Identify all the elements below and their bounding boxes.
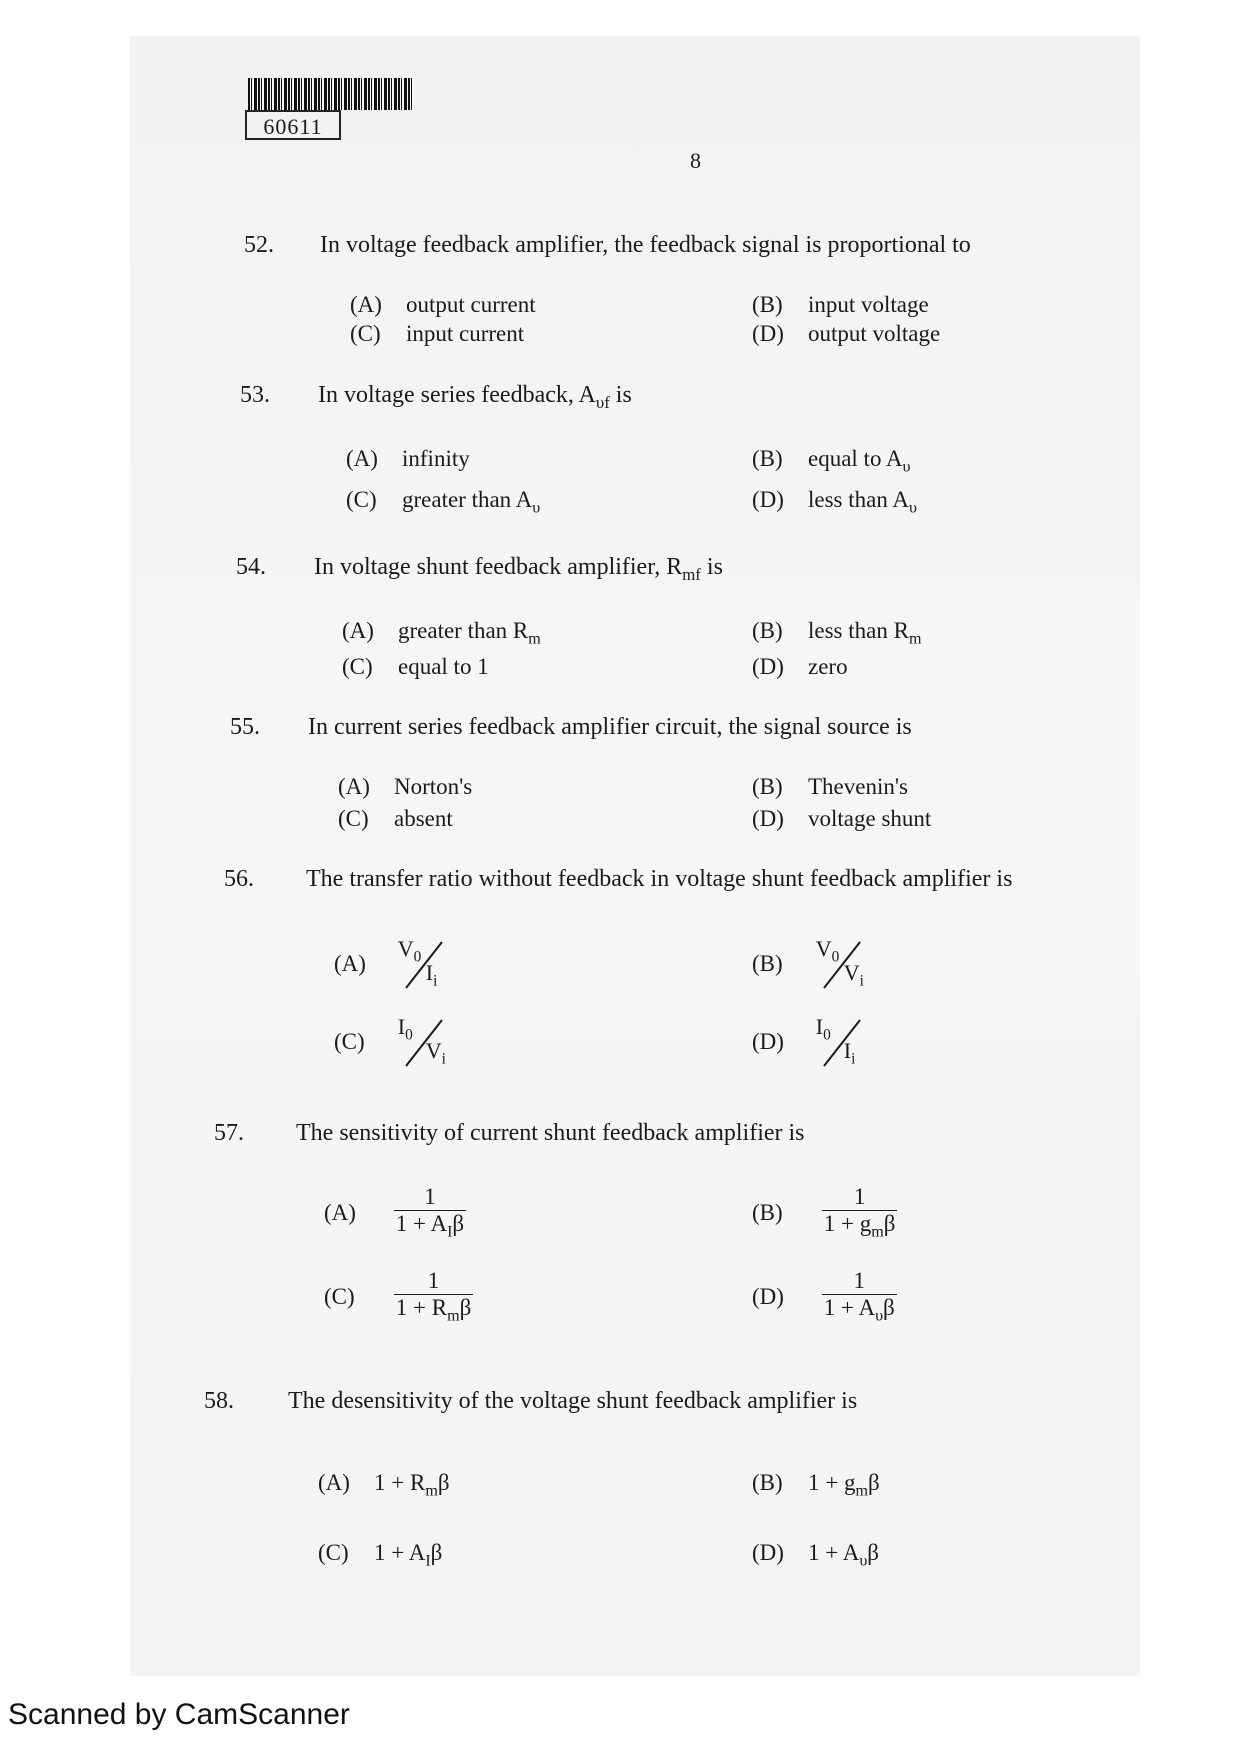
option-text: zero [808, 654, 848, 679]
fraction-slash: $V_0$ $I_i$ [396, 936, 452, 992]
option-label: (B) [752, 774, 783, 799]
option-label: (D) [752, 1029, 784, 1054]
option-b [752, 936, 870, 992]
option-a [334, 936, 452, 992]
question-number: 58. [204, 1388, 234, 1414]
option-text: input current [406, 321, 525, 346]
option-text: $1 + R_m\beta$ [374, 1470, 450, 1500]
question-number: 54. [236, 554, 266, 580]
fraction: $\frac{1}{1 + A_I\beta}$ [395, 1184, 465, 1242]
question-number: 52. [244, 232, 274, 258]
option-d [752, 654, 848, 680]
option-a [350, 292, 536, 318]
scanner-watermark: Scanned by CamScanner [8, 1698, 350, 1731]
option-label: (C) [346, 487, 377, 512]
option-a [338, 774, 472, 800]
option-text: output current [406, 292, 536, 317]
question-text: In voltage feedback amplifier, the feedback signal is proportional to [320, 232, 971, 258]
option-c [318, 1540, 442, 1571]
option-a [346, 446, 470, 472]
option-c [342, 654, 489, 680]
option-text: infinity [402, 446, 470, 471]
fraction: $\frac{1}{1 + g_m\beta}$ [823, 1184, 896, 1242]
question-text: In voltage series feedback, $A_{\upsilon f}$ is [318, 382, 632, 412]
page-number: 8 [690, 148, 701, 173]
option-label: (B) [752, 446, 783, 471]
paper-code: 60611 [245, 110, 341, 140]
scanned-page [130, 36, 1140, 1676]
option-text: Norton's [394, 774, 473, 799]
option-text: $1 + g_m\beta$ [808, 1470, 880, 1500]
question-text: In voltage shunt feedback amplifier, $R_{mf}$ is [314, 554, 723, 584]
option-text: greater than $A_\upsilon$ [402, 487, 541, 517]
option-label: (A) [324, 1200, 356, 1226]
option-a [318, 1470, 450, 1501]
question-number: 55. [230, 714, 260, 740]
option-d [752, 1014, 870, 1070]
option-d [752, 487, 917, 518]
option-text: absent [394, 806, 453, 831]
option-c [324, 1268, 473, 1327]
option-label: (C) [338, 806, 369, 831]
fraction-slash: $V_0$ $V_i$ [815, 936, 864, 990]
option-d [752, 321, 940, 347]
question-text: The desensitivity of the voltage shunt feedback amplifier is [288, 1388, 858, 1414]
option-b [752, 618, 921, 649]
option-b [752, 1470, 880, 1501]
fraction-slash: $I_0$ $V_i$ [397, 1014, 446, 1068]
option-label: (B) [752, 951, 783, 976]
option-d [752, 1540, 879, 1571]
option-d [752, 806, 931, 832]
option-label: (C) [342, 654, 373, 679]
option-label: (B) [752, 292, 783, 317]
option-label: (C) [324, 1284, 355, 1310]
option-b [752, 1184, 897, 1243]
option-label: (D) [752, 1540, 784, 1565]
option-label: (B) [752, 1470, 783, 1495]
option-b [752, 292, 929, 318]
option-a [342, 618, 541, 649]
option-label: (A) [346, 446, 378, 471]
option-c [350, 321, 524, 347]
option-label: (A) [334, 951, 366, 976]
option-text: equal to $A_\upsilon$ [808, 446, 911, 476]
option-label: (B) [752, 618, 783, 643]
fraction-slash: $I_0$ $I_i$ [814, 1014, 870, 1070]
option-c [346, 487, 540, 518]
option-c [334, 1014, 452, 1070]
question-text: In current series feedback amplifier circuit, the signal source is [308, 714, 912, 740]
option-text: less than $R_m$ [808, 618, 922, 648]
option-text: input voltage [808, 292, 929, 317]
option-text: $1 + A_I\beta$ [374, 1540, 443, 1570]
option-text: voltage shunt [808, 806, 932, 831]
question-number: 56. [224, 866, 254, 892]
option-a [324, 1184, 466, 1243]
option-label: (D) [752, 1284, 784, 1310]
option-b [752, 446, 911, 477]
option-label: (C) [334, 1029, 365, 1054]
option-c [338, 806, 453, 832]
question-text: The sensitivity of current shunt feedback amplifier is [296, 1120, 805, 1146]
option-label: (C) [350, 321, 381, 346]
option-label: (D) [752, 654, 784, 679]
option-b [752, 774, 908, 800]
option-label: (D) [752, 321, 784, 346]
fraction: $\frac{1}{1 + R_m\beta}$ [395, 1268, 472, 1326]
option-label: (A) [318, 1470, 350, 1495]
option-text: equal to 1 [398, 654, 489, 679]
option-text: less than $A_\upsilon$ [808, 487, 917, 517]
option-label: (A) [342, 618, 374, 643]
option-label: (B) [752, 1200, 783, 1226]
option-text: greater than $R_m$ [398, 618, 541, 648]
barcode-image [248, 78, 414, 110]
question-text: The transfer ratio without feedback in voltage shunt feedback amplifier is [306, 866, 1013, 892]
question-number: 53. [240, 382, 270, 408]
option-label: (D) [752, 806, 784, 831]
option-d [752, 1268, 897, 1327]
option-text: Thevenin's [808, 774, 908, 799]
question-number: 57. [214, 1120, 244, 1146]
option-label: (A) [350, 292, 382, 317]
option-text: $1 + A_\upsilon\beta$ [808, 1540, 879, 1570]
fraction: $\frac{1}{1 + A_\upsilon\beta}$ [823, 1268, 895, 1326]
option-label: (C) [318, 1540, 349, 1565]
option-text: output voltage [808, 321, 941, 346]
option-label: (A) [338, 774, 370, 799]
option-label: (D) [752, 487, 784, 512]
